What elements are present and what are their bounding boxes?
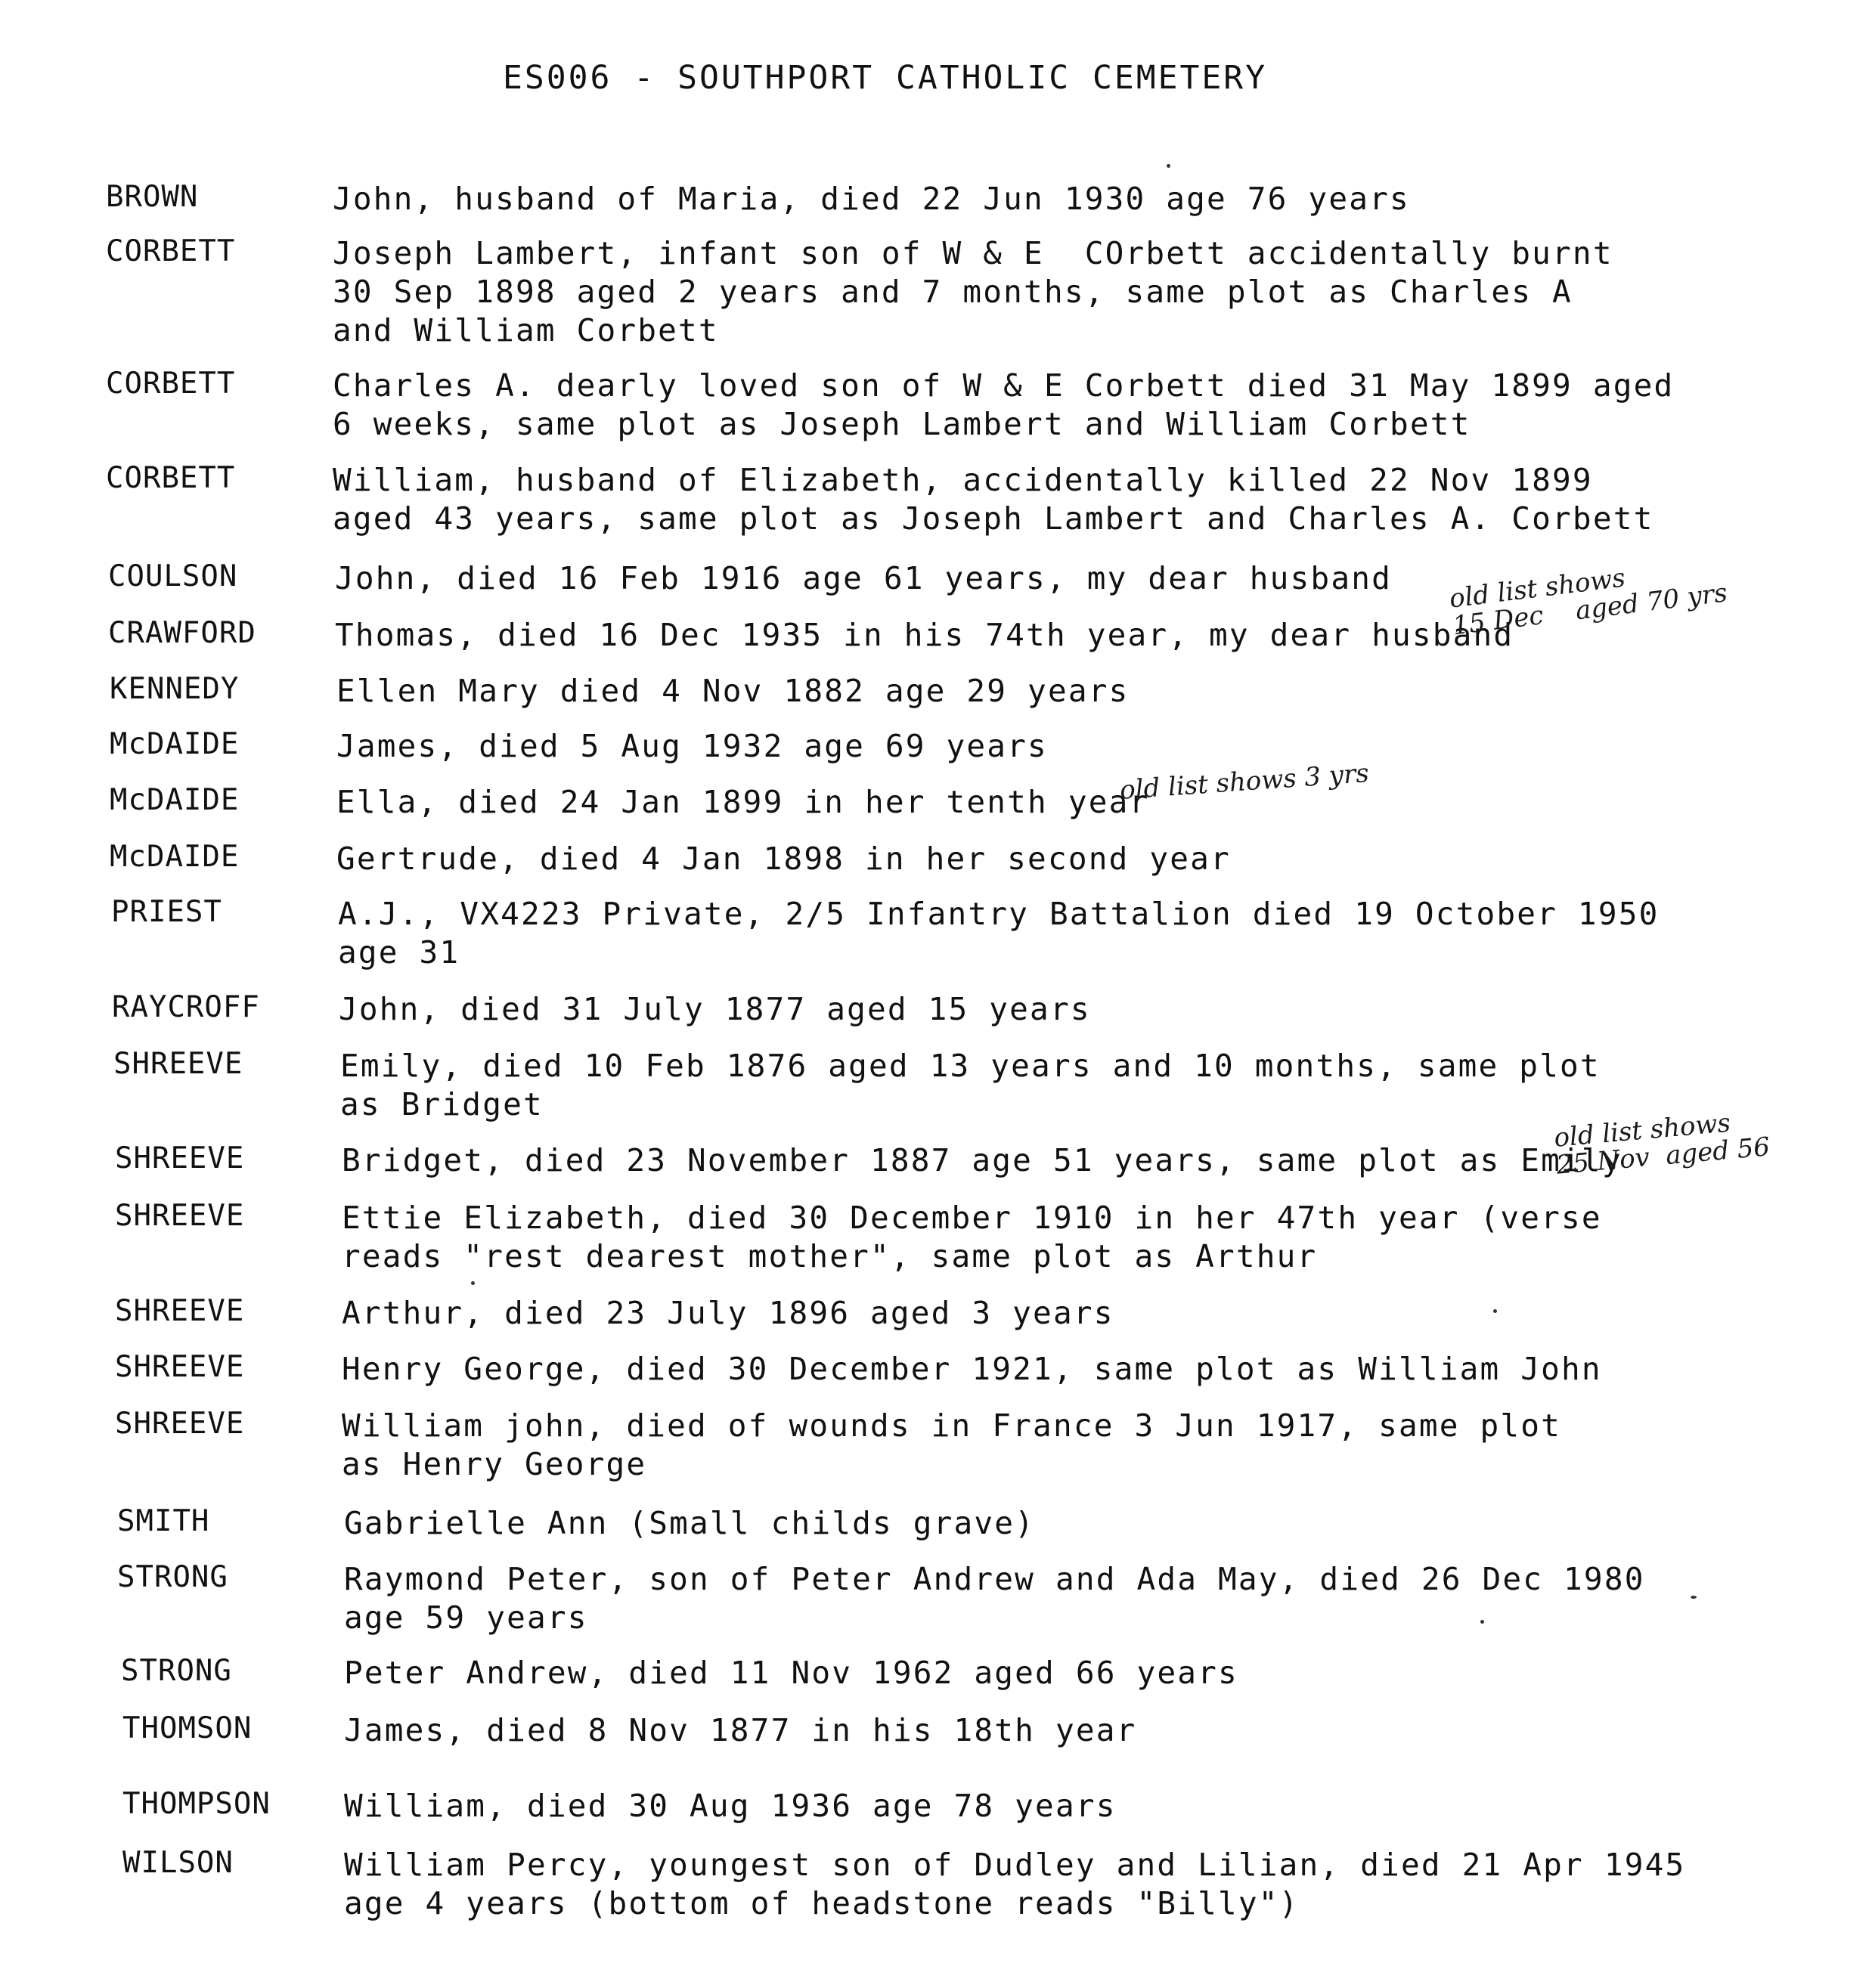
entry-details: Gabrielle Ann (Small childs grave) bbox=[344, 1505, 1036, 1541]
entry-details: Bridget, died 23 November 1887 age 51 years, same plot as Emily bbox=[342, 1142, 1623, 1178]
entry-details: William john, died of wounds in France 3 Jun 1917, same plot as Henry George bbox=[342, 1407, 1562, 1482]
entry-details: William, died 30 Aug 1936 age 78 years bbox=[344, 1788, 1117, 1824]
entry-details: John, died 16 Feb 1916 age 61 years, my dear husband bbox=[335, 560, 1392, 596]
entry-details: Ellen Mary died 4 Nov 1882 age 29 years bbox=[336, 673, 1130, 709]
entry-surname: COULSON bbox=[108, 559, 238, 593]
entry-surname: SHREEVE bbox=[115, 1199, 245, 1233]
entry-details: Gertrude, died 4 Jan 1898 in her second year bbox=[336, 841, 1231, 877]
entry-surname: THOMPSON bbox=[122, 1787, 271, 1821]
scan-speck bbox=[1493, 1309, 1497, 1313]
scan-speck bbox=[1167, 164, 1170, 168]
entry-surname: SHREEVE bbox=[113, 1047, 243, 1081]
entry-surname: McDAIDE bbox=[110, 727, 240, 761]
entry-details: Emily, died 10 Feb 1876 aged 13 years and 10 months, same plot as Bridget bbox=[340, 1048, 1601, 1123]
handwritten-note: old list shows 15 Dec aged 70 yrs bbox=[1447, 562, 1729, 642]
entry-surname: SHREEVE bbox=[115, 1350, 245, 1384]
scan-speck bbox=[1480, 1620, 1484, 1624]
entry-surname: WILSON bbox=[122, 1846, 234, 1880]
entry-surname: KENNEDY bbox=[110, 672, 240, 706]
scan-speck bbox=[471, 1281, 475, 1285]
entry-surname: SHREEVE bbox=[115, 1141, 245, 1175]
entry-details: Raymond Peter, son of Peter Andrew and Ada May, died 26 Dec 1980 age 59 years bbox=[344, 1561, 1645, 1636]
entry-details: Arthur, died 23 July 1896 aged 3 years bbox=[342, 1295, 1114, 1331]
entry-details: Thomas, died 16 Dec 1935 in his 74th year, my dear husband bbox=[335, 617, 1514, 653]
entry-surname: STRONG bbox=[121, 1654, 232, 1688]
entry-surname: CORBETT bbox=[106, 234, 236, 268]
entry-details: James, died 8 Nov 1877 in his 18th year bbox=[344, 1712, 1137, 1748]
entry-surname: THOMSON bbox=[122, 1711, 253, 1745]
entry-surname: STRONG bbox=[117, 1560, 228, 1594]
entry-surname: RAYCROFF bbox=[112, 990, 260, 1024]
entry-details: Ettie Elizabeth, died 30 December 1910 in her 47th year (verse reads "rest dearest mother", same plot as Arthur bbox=[342, 1200, 1602, 1274]
handwritten-note: old list shows 25 Nov aged 56 bbox=[1552, 1107, 1771, 1181]
entry-details: Peter Andrew, died 11 Nov 1962 aged 66 years bbox=[344, 1655, 1238, 1691]
entry-surname: SHREEVE bbox=[115, 1407, 245, 1441]
handwritten-note: old list shows 3 yrs bbox=[1118, 757, 1370, 806]
scan-speck bbox=[1691, 1596, 1697, 1599]
entry-surname: McDAIDE bbox=[110, 783, 240, 817]
entry-details: William Percy, youngest son of Dudley and Lilian, died 21 Apr 1945 age 4 years (bottom of headstone reads "Billy") bbox=[344, 1847, 1686, 1921]
entry-details: Charles A. dearly loved son of W & E Corbett died 31 May 1899 aged 6 weeks, same plot as Joseph Lambert and William Corbett bbox=[333, 367, 1675, 442]
entry-details: John, husband of Maria, died 22 Jun 1930 age 76 years bbox=[333, 181, 1410, 217]
entry-details: Henry George, died 30 December 1921, same plot as William John bbox=[342, 1351, 1602, 1387]
entry-details: William, husband of Elizabeth, accidentally killed 22 Nov 1899 aged 43 years, same plot as Joseph Lambert and Charles A. Corbett bbox=[333, 462, 1654, 537]
entry-details: A.J., VX4223 Private, 2/5 Infantry Battalion died 19 October 1950 age 31 bbox=[338, 896, 1660, 971]
entry-surname: PRIEST bbox=[111, 895, 222, 929]
entry-surname: BROWN bbox=[106, 180, 199, 214]
entry-details: Ella, died 24 Jan 1899 in her tenth year bbox=[336, 784, 1150, 820]
entry-details: John, died 31 July 1877 aged 15 years bbox=[339, 991, 1091, 1027]
entry-surname: McDAIDE bbox=[110, 840, 240, 874]
entry-surname: SHREEVE bbox=[115, 1294, 245, 1328]
entry-details: Joseph Lambert, infant son of W & E COrbett accidentally burnt 30 Sep 1898 aged 2 years and 7 months, same plot as Charles A and William Corbett bbox=[333, 235, 1613, 348]
entry-details: James, died 5 Aug 1932 age 69 years bbox=[336, 728, 1048, 764]
entry-surname: CORBETT bbox=[106, 367, 236, 401]
page-title: ES006 - SOUTHPORT CATHOLIC CEMETERY bbox=[503, 59, 1268, 97]
entry-surname: SMITH bbox=[117, 1504, 210, 1538]
entry-surname: CRAWFORD bbox=[108, 616, 256, 650]
entry-surname: CORBETT bbox=[106, 461, 236, 495]
